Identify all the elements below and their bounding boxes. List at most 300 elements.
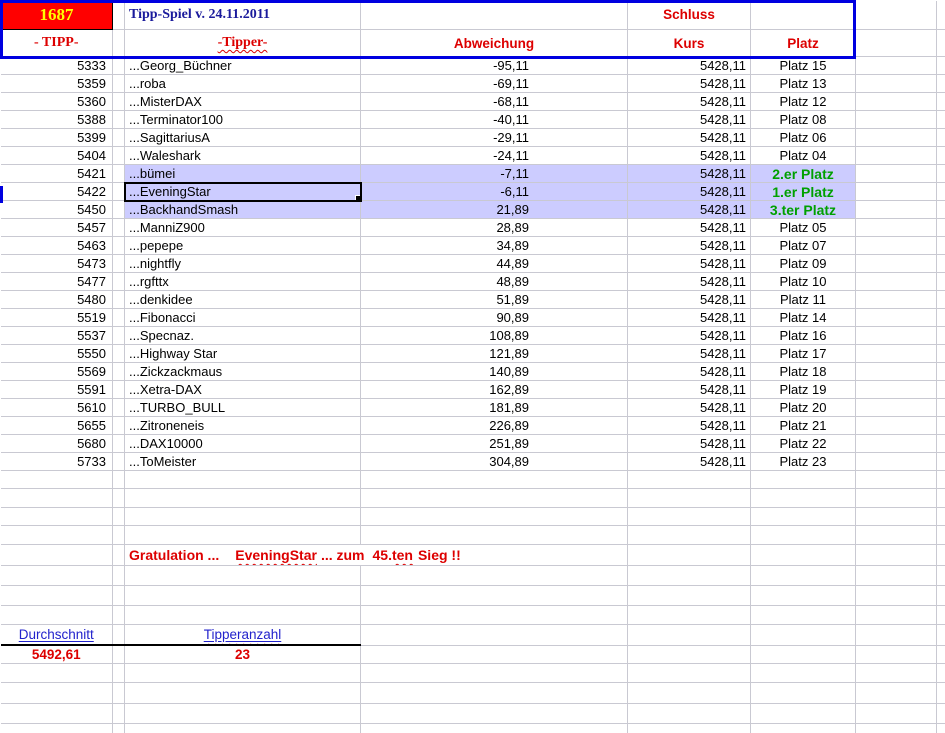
empty-cell[interactable]	[856, 291, 937, 309]
abweichung-cell[interactable]: 48,89	[361, 273, 628, 291]
empty-cell[interactable]	[937, 1, 945, 30]
tipper-cell[interactable]: ...pepepe	[125, 237, 361, 255]
empty-cell[interactable]	[113, 704, 125, 724]
tipper-cell[interactable]: ...ManniZ900	[125, 219, 361, 237]
tipp-cell[interactable]: 5399	[1, 129, 113, 147]
empty-cell[interactable]	[113, 30, 125, 57]
empty-cell[interactable]	[113, 345, 125, 363]
abweichung-cell[interactable]: 90,89	[361, 309, 628, 327]
abweichung-cell[interactable]: -40,11	[361, 111, 628, 129]
empty-cell[interactable]	[856, 147, 937, 165]
empty-cell[interactable]	[856, 381, 937, 399]
empty-cell[interactable]	[937, 111, 945, 129]
tipper-cell[interactable]: ...roba	[125, 75, 361, 93]
abweichung-cell[interactable]: -68,11	[361, 93, 628, 111]
empty-cell[interactable]	[856, 526, 937, 545]
platz-cell[interactable]: Platz 15	[751, 57, 856, 75]
empty-cell[interactable]	[113, 327, 125, 345]
empty-cell[interactable]	[628, 586, 751, 606]
abweichung-cell[interactable]: 108,89	[361, 327, 628, 345]
tipper-cell[interactable]: ...rgfttx	[125, 273, 361, 291]
empty-cell[interactable]	[113, 147, 125, 165]
empty-cell[interactable]	[125, 489, 361, 508]
column-header-abweichung[interactable]: Abweichung	[361, 30, 628, 57]
platz-cell[interactable]: Platz 09	[751, 255, 856, 273]
kurs-cell[interactable]: 5428,11	[628, 381, 751, 399]
platz-cell[interactable]: Platz 19	[751, 381, 856, 399]
empty-cell[interactable]	[113, 586, 125, 606]
empty-cell[interactable]	[1, 545, 113, 566]
tipper-cell[interactable]: ...MisterDAX	[125, 93, 361, 111]
platz-cell[interactable]: 1.er Platz	[751, 183, 856, 201]
abweichung-cell[interactable]: 226,89	[361, 417, 628, 435]
empty-cell[interactable]	[937, 683, 945, 704]
empty-cell[interactable]	[856, 327, 937, 345]
empty-cell[interactable]	[856, 645, 937, 664]
empty-cell[interactable]	[361, 489, 628, 508]
tipper-cell[interactable]: ...denkidee	[125, 291, 361, 309]
empty-cell[interactable]	[628, 683, 751, 704]
empty-cell[interactable]	[113, 165, 125, 183]
empty-cell[interactable]	[113, 75, 125, 93]
kurs-cell[interactable]: 5428,11	[628, 309, 751, 327]
column-header-tipper[interactable]	[125, 30, 361, 57]
tipper-cell[interactable]: ...Zitroneneis	[125, 417, 361, 435]
abweichung-cell[interactable]: -24,11	[361, 147, 628, 165]
empty-cell[interactable]	[937, 471, 945, 489]
tipper-cell[interactable]: ...nightfly	[125, 255, 361, 273]
platz-cell[interactable]: Platz 05	[751, 219, 856, 237]
kurs-cell[interactable]: 5428,11	[628, 363, 751, 381]
empty-cell[interactable]	[1, 664, 113, 683]
empty-cell[interactable]	[751, 1, 856, 30]
empty-cell[interactable]	[856, 664, 937, 683]
tipp-cell[interactable]: 5421	[1, 165, 113, 183]
empty-cell[interactable]	[628, 545, 751, 566]
empty-cell[interactable]	[751, 704, 856, 724]
tipp-cell[interactable]: 5655	[1, 417, 113, 435]
empty-cell[interactable]	[113, 545, 125, 566]
empty-cell[interactable]	[751, 508, 856, 526]
empty-cell[interactable]	[628, 704, 751, 724]
tipp-cell[interactable]: 5360	[1, 93, 113, 111]
durchschnitt-value[interactable]: 5492,61	[1, 645, 113, 664]
kurs-cell[interactable]: 5428,11	[628, 201, 751, 219]
empty-cell[interactable]	[937, 219, 945, 237]
empty-cell[interactable]	[113, 489, 125, 508]
empty-cell[interactable]	[751, 625, 856, 646]
empty-cell[interactable]	[856, 683, 937, 704]
empty-cell[interactable]	[751, 489, 856, 508]
empty-cell[interactable]	[113, 111, 125, 129]
kurs-cell[interactable]: 5428,11	[628, 291, 751, 309]
tipp-cell[interactable]: 5610	[1, 399, 113, 417]
empty-cell[interactable]	[937, 489, 945, 508]
tipper-cell[interactable]: ...ToMeister	[125, 453, 361, 471]
tipper-cell[interactable]: ...bümei	[125, 165, 361, 183]
empty-cell[interactable]	[856, 93, 937, 111]
kurs-cell[interactable]: 5428,11	[628, 147, 751, 165]
tipper-cell[interactable]: ...Georg_Büchner	[125, 57, 361, 75]
column-header-tipp[interactable]: - TIPP-	[1, 30, 113, 57]
tipper-cell[interactable]: ...EveningStar	[125, 183, 361, 201]
empty-cell[interactable]	[361, 683, 628, 704]
kurs-cell[interactable]: 5428,11	[628, 219, 751, 237]
kurs-cell[interactable]: 5428,11	[628, 453, 751, 471]
abweichung-cell[interactable]: -29,11	[361, 129, 628, 147]
empty-cell[interactable]	[856, 273, 937, 291]
empty-cell[interactable]	[937, 453, 945, 471]
empty-cell[interactable]	[1, 586, 113, 606]
empty-cell[interactable]	[937, 309, 945, 327]
empty-cell[interactable]	[937, 586, 945, 606]
empty-cell[interactable]	[937, 645, 945, 664]
empty-cell[interactable]	[856, 57, 937, 75]
abweichung-cell[interactable]: 140,89	[361, 363, 628, 381]
schluss-label[interactable]: Schluss	[628, 1, 751, 30]
empty-cell[interactable]	[856, 237, 937, 255]
empty-cell[interactable]	[856, 435, 937, 453]
empty-cell[interactable]	[113, 291, 125, 309]
tipp-cell[interactable]: 5404	[1, 147, 113, 165]
empty-cell[interactable]	[113, 93, 125, 111]
empty-cell[interactable]	[113, 201, 125, 219]
empty-cell[interactable]	[1, 489, 113, 508]
empty-cell[interactable]	[937, 57, 945, 75]
platz-cell[interactable]: Platz 18	[751, 363, 856, 381]
tipp-cell[interactable]: 5537	[1, 327, 113, 345]
empty-cell[interactable]	[1, 471, 113, 489]
empty-cell[interactable]	[937, 704, 945, 724]
empty-cell[interactable]	[937, 93, 945, 111]
empty-cell[interactable]	[751, 471, 856, 489]
empty-cell[interactable]	[751, 586, 856, 606]
empty-cell[interactable]	[937, 183, 945, 201]
empty-cell[interactable]	[628, 526, 751, 545]
empty-cell[interactable]	[125, 704, 361, 724]
kurs-cell[interactable]: 5428,11	[628, 255, 751, 273]
empty-cell[interactable]	[628, 664, 751, 683]
empty-cell[interactable]	[751, 724, 856, 733]
empty-cell[interactable]	[361, 566, 628, 586]
game-number-cell[interactable]: 1687	[1, 1, 113, 30]
empty-cell[interactable]	[113, 664, 125, 683]
column-header-platz[interactable]: Platz	[751, 30, 856, 57]
platz-cell[interactable]: Platz 16	[751, 327, 856, 345]
empty-cell[interactable]	[113, 625, 125, 646]
platz-cell[interactable]: Platz 22	[751, 435, 856, 453]
empty-cell[interactable]	[856, 724, 937, 733]
platz-cell[interactable]: Platz 07	[751, 237, 856, 255]
empty-cell[interactable]	[628, 508, 751, 526]
empty-cell[interactable]	[856, 417, 937, 435]
empty-cell[interactable]	[937, 327, 945, 345]
empty-cell[interactable]	[125, 664, 361, 683]
empty-cell[interactable]	[856, 129, 937, 147]
abweichung-cell[interactable]: -95,11	[361, 57, 628, 75]
empty-cell[interactable]	[361, 704, 628, 724]
tipp-cell[interactable]: 5569	[1, 363, 113, 381]
empty-cell[interactable]	[856, 453, 937, 471]
empty-cell[interactable]	[937, 345, 945, 363]
empty-cell[interactable]	[113, 683, 125, 704]
empty-cell[interactable]	[937, 147, 945, 165]
tipperanzahl-label[interactable]	[125, 625, 361, 646]
empty-cell[interactable]	[361, 606, 628, 625]
empty-cell[interactable]	[361, 664, 628, 683]
empty-cell[interactable]	[856, 255, 937, 273]
tipp-cell[interactable]: 5591	[1, 381, 113, 399]
empty-cell[interactable]	[937, 255, 945, 273]
empty-cell[interactable]	[361, 471, 628, 489]
abweichung-cell[interactable]: 304,89	[361, 453, 628, 471]
empty-cell[interactable]	[937, 273, 945, 291]
empty-cell[interactable]	[113, 129, 125, 147]
empty-cell[interactable]	[937, 545, 945, 566]
sheet-title[interactable]: Tipp-Spiel v. 24.11.2011	[125, 1, 361, 30]
empty-cell[interactable]	[937, 508, 945, 526]
empty-cell[interactable]	[1, 704, 113, 724]
empty-cell[interactable]	[937, 625, 945, 646]
platz-cell[interactable]: Platz 12	[751, 93, 856, 111]
empty-cell[interactable]	[361, 625, 628, 646]
tipper-cell[interactable]: ...Specnaz.	[125, 327, 361, 345]
empty-cell[interactable]	[937, 435, 945, 453]
tipper-cell[interactable]: ...Highway Star	[125, 345, 361, 363]
empty-cell[interactable]	[856, 75, 937, 93]
kurs-cell[interactable]: 5428,11	[628, 345, 751, 363]
empty-cell[interactable]	[628, 645, 751, 664]
kurs-cell[interactable]: 5428,11	[628, 183, 751, 201]
empty-cell[interactable]	[751, 526, 856, 545]
empty-cell[interactable]	[113, 183, 125, 201]
empty-cell[interactable]	[751, 606, 856, 625]
tipp-cell[interactable]: 5733	[1, 453, 113, 471]
empty-cell[interactable]	[113, 237, 125, 255]
empty-cell[interactable]	[361, 1, 628, 30]
abweichung-cell[interactable]: 34,89	[361, 237, 628, 255]
platz-cell[interactable]: 3.ter Platz	[751, 201, 856, 219]
empty-cell[interactable]	[628, 606, 751, 625]
platz-cell[interactable]: Platz 23	[751, 453, 856, 471]
abweichung-cell[interactable]: 251,89	[361, 435, 628, 453]
empty-cell[interactable]	[113, 363, 125, 381]
empty-cell[interactable]	[856, 219, 937, 237]
tipper-cell[interactable]: ...Xetra-DAX	[125, 381, 361, 399]
empty-cell[interactable]	[751, 545, 856, 566]
empty-cell[interactable]	[361, 645, 628, 664]
tipp-cell[interactable]: 5450	[1, 201, 113, 219]
tipp-cell[interactable]: 5519	[1, 309, 113, 327]
tipp-cell[interactable]: 5388	[1, 111, 113, 129]
abweichung-cell[interactable]: 28,89	[361, 219, 628, 237]
empty-cell[interactable]	[856, 309, 937, 327]
empty-cell[interactable]	[937, 165, 945, 183]
platz-cell[interactable]: Platz 04	[751, 147, 856, 165]
kurs-cell[interactable]: 5428,11	[628, 417, 751, 435]
empty-cell[interactable]	[113, 417, 125, 435]
empty-cell[interactable]	[856, 625, 937, 646]
empty-cell[interactable]	[125, 683, 361, 704]
empty-cell[interactable]	[856, 363, 937, 381]
empty-cell[interactable]	[361, 586, 628, 606]
empty-cell[interactable]	[125, 566, 361, 586]
tipper-cell[interactable]: ...TURBO_BULL	[125, 399, 361, 417]
empty-cell[interactable]	[113, 471, 125, 489]
tipp-cell[interactable]: 5333	[1, 57, 113, 75]
kurs-cell[interactable]: 5428,11	[628, 165, 751, 183]
empty-cell[interactable]	[856, 704, 937, 724]
empty-cell[interactable]	[937, 129, 945, 147]
platz-cell[interactable]: Platz 21	[751, 417, 856, 435]
durchschnitt-label[interactable]	[1, 625, 113, 646]
empty-cell[interactable]	[113, 526, 125, 545]
empty-cell[interactable]	[856, 165, 937, 183]
abweichung-cell[interactable]: 21,89	[361, 201, 628, 219]
tipp-cell[interactable]: 5359	[1, 75, 113, 93]
abweichung-cell[interactable]: 44,89	[361, 255, 628, 273]
empty-cell[interactable]	[856, 345, 937, 363]
empty-cell[interactable]	[628, 489, 751, 508]
column-header-kurs[interactable]: Kurs	[628, 30, 751, 57]
abweichung-cell[interactable]: 121,89	[361, 345, 628, 363]
empty-cell[interactable]	[856, 566, 937, 586]
empty-cell[interactable]	[937, 75, 945, 93]
kurs-cell[interactable]: 5428,11	[628, 399, 751, 417]
empty-cell[interactable]	[937, 606, 945, 625]
platz-cell[interactable]: Platz 10	[751, 273, 856, 291]
tipp-cell[interactable]: 5550	[1, 345, 113, 363]
tipp-cell[interactable]: 5680	[1, 435, 113, 453]
abweichung-cell[interactable]: 162,89	[361, 381, 628, 399]
tipp-cell[interactable]: 5473	[1, 255, 113, 273]
empty-cell[interactable]	[856, 30, 937, 57]
tipper-cell[interactable]: ...Terminator100	[125, 111, 361, 129]
empty-cell[interactable]	[361, 724, 628, 733]
empty-cell[interactable]	[1, 683, 113, 704]
kurs-cell[interactable]: 5428,11	[628, 111, 751, 129]
empty-cell[interactable]	[937, 237, 945, 255]
tipper-cell[interactable]: ...SagittariusA	[125, 129, 361, 147]
empty-cell[interactable]	[125, 586, 361, 606]
empty-cell[interactable]	[113, 57, 125, 75]
empty-cell[interactable]	[113, 1, 125, 30]
empty-cell[interactable]	[937, 664, 945, 683]
empty-cell[interactable]	[856, 489, 937, 508]
empty-cell[interactable]	[113, 309, 125, 327]
empty-cell[interactable]	[113, 645, 125, 664]
kurs-cell[interactable]: 5428,11	[628, 237, 751, 255]
tipp-cell[interactable]: 5480	[1, 291, 113, 309]
empty-cell[interactable]	[628, 625, 751, 646]
platz-cell[interactable]: Platz 13	[751, 75, 856, 93]
empty-cell[interactable]	[856, 1, 937, 30]
kurs-cell[interactable]: 5428,11	[628, 327, 751, 345]
empty-cell[interactable]	[856, 183, 937, 201]
empty-cell[interactable]	[937, 381, 945, 399]
kurs-cell[interactable]: 5428,11	[628, 435, 751, 453]
empty-cell[interactable]	[856, 606, 937, 625]
empty-cell[interactable]	[113, 435, 125, 453]
tipp-cell[interactable]: 5422	[1, 183, 113, 201]
abweichung-cell[interactable]: -7,11	[361, 165, 628, 183]
empty-cell[interactable]	[856, 111, 937, 129]
empty-cell[interactable]	[113, 724, 125, 733]
empty-cell[interactable]	[113, 273, 125, 291]
empty-cell[interactable]	[856, 508, 937, 526]
empty-cell[interactable]	[856, 399, 937, 417]
platz-cell[interactable]: 2.er Platz	[751, 165, 856, 183]
tipp-cell[interactable]: 5463	[1, 237, 113, 255]
kurs-cell[interactable]: 5428,11	[628, 273, 751, 291]
kurs-cell[interactable]: 5428,11	[628, 93, 751, 111]
tipperanzahl-value[interactable]: 23	[125, 645, 361, 664]
empty-cell[interactable]	[856, 545, 937, 566]
empty-cell[interactable]	[1, 606, 113, 625]
platz-cell[interactable]: Platz 14	[751, 309, 856, 327]
tipper-cell[interactable]: ...Waleshark	[125, 147, 361, 165]
empty-cell[interactable]	[937, 399, 945, 417]
empty-cell[interactable]	[937, 363, 945, 381]
empty-cell[interactable]	[937, 566, 945, 586]
empty-cell[interactable]	[856, 201, 937, 219]
kurs-cell[interactable]: 5428,11	[628, 57, 751, 75]
empty-cell[interactable]	[113, 508, 125, 526]
empty-cell[interactable]	[1, 526, 113, 545]
kurs-cell[interactable]: 5428,11	[628, 75, 751, 93]
tipper-cell[interactable]: ...DAX10000	[125, 435, 361, 453]
empty-cell[interactable]	[1, 508, 113, 526]
empty-cell[interactable]	[937, 724, 945, 733]
empty-cell[interactable]	[751, 664, 856, 683]
kurs-cell[interactable]: 5428,11	[628, 129, 751, 147]
empty-cell[interactable]	[1, 566, 113, 586]
empty-cell[interactable]	[937, 417, 945, 435]
empty-cell[interactable]	[751, 645, 856, 664]
platz-cell[interactable]: Platz 17	[751, 345, 856, 363]
abweichung-cell[interactable]: 51,89	[361, 291, 628, 309]
empty-cell[interactable]	[113, 453, 125, 471]
empty-cell[interactable]	[125, 508, 361, 526]
empty-cell[interactable]	[113, 219, 125, 237]
tipper-cell[interactable]: ...Fibonacci	[125, 309, 361, 327]
platz-cell[interactable]: Platz 11	[751, 291, 856, 309]
abweichung-cell[interactable]: -6,11	[361, 183, 628, 201]
empty-cell[interactable]	[856, 586, 937, 606]
empty-cell[interactable]	[937, 526, 945, 545]
platz-cell[interactable]: Platz 20	[751, 399, 856, 417]
tipper-cell[interactable]: ...BackhandSmash	[125, 201, 361, 219]
empty-cell[interactable]	[1, 724, 113, 733]
empty-cell[interactable]	[751, 566, 856, 586]
empty-cell[interactable]	[125, 471, 361, 489]
empty-cell[interactable]	[856, 471, 937, 489]
empty-cell[interactable]	[628, 724, 751, 733]
empty-cell[interactable]	[125, 526, 361, 545]
empty-cell[interactable]	[937, 30, 945, 57]
empty-cell[interactable]	[113, 255, 125, 273]
empty-cell[interactable]	[125, 724, 361, 733]
tipp-cell[interactable]: 5457	[1, 219, 113, 237]
empty-cell[interactable]	[361, 508, 628, 526]
empty-cell[interactable]	[937, 291, 945, 309]
tipper-cell[interactable]: ...Zickzackmaus	[125, 363, 361, 381]
empty-cell[interactable]	[937, 201, 945, 219]
empty-cell[interactable]	[125, 606, 361, 625]
empty-cell[interactable]	[113, 606, 125, 625]
tipp-cell[interactable]: 5477	[1, 273, 113, 291]
empty-cell[interactable]	[361, 526, 628, 545]
